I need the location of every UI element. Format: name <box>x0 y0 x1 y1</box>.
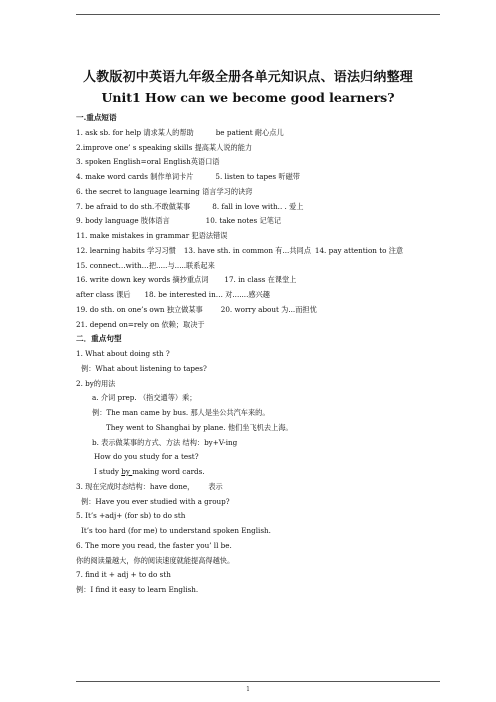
phrase-item: be patient 耐心点儿 <box>215 127 284 137</box>
example-line: 例：The man came by bus. 那人是坐公共汽车来的。 <box>92 408 270 417</box>
unit-title: Unit1 How can we become good learners? <box>101 90 395 105</box>
phrase-line <box>76 126 456 141</box>
example-text: I study <box>94 467 122 476</box>
phrase-item: 5. listen to tapes 听磁带 <box>215 172 300 181</box>
phrase-line: 6. the secret to language learning 语言学习的诀窍 <box>76 186 253 196</box>
document-body <box>76 111 456 598</box>
phrase-item: 4. make word cards 制作单词卡片 <box>76 172 194 181</box>
phrase-item: after class 课后 <box>76 290 131 299</box>
sentence-text: 3. 现在完成时态结构：have done， <box>76 481 195 491</box>
phrase-item: 17. in class 在课堂上 <box>224 275 297 285</box>
footer-rule <box>76 681 440 682</box>
translation-line: 你的阅读量越大，你的阅读速度就能提高得越快。 <box>76 555 235 565</box>
phrase-item: 18. be interested in… 对.......感兴趣 <box>144 290 270 299</box>
phrase-item: 13. have sth. in common 有...共同点 <box>183 245 311 255</box>
sentence-line: b. 表示做某事的方式、方法 结构：by+V-ing <box>92 437 238 447</box>
sentence-line: a. 介词 prep. （指交通等）乘； <box>92 393 197 403</box>
example-line: 例：I find it easy to learn English. <box>76 585 199 594</box>
sentence-line: 5. It’s +adj+ (for sb) to do sth <box>76 511 186 521</box>
phrase-line: 11. make mistakes in grammar 犯语法错误 <box>76 231 228 240</box>
sentence-line: 1. What about doing sth ? <box>76 349 170 358</box>
phrase-item: 14. pay attention to 注意 <box>314 245 404 255</box>
phrase-line: 15. connect…with…把.....与.....联系起来 <box>76 260 215 270</box>
underlined-text: by <box>121 467 133 476</box>
phrase-line: 2.improve one’ s speaking skills 提高某人说的能力 <box>76 142 253 152</box>
phrase-line <box>76 303 456 318</box>
phrase-line <box>76 170 456 185</box>
section-heading-phrases: 一.重点短语 <box>76 113 117 122</box>
sentence-line <box>76 480 456 495</box>
page-number: 1 <box>246 686 250 693</box>
phrase-item: 12. learning habits 学习习惯 <box>76 245 176 255</box>
sentence-line: 2. by的用法 <box>76 378 116 388</box>
phrase-item: 19. do sth. on one’s own 独立做某事 <box>76 304 203 314</box>
phrase-item: 20. worry about 为...而担忧 <box>220 304 317 314</box>
phrase-line <box>76 200 456 215</box>
sentence-line: 7. find it + adj + to do sth <box>76 570 171 580</box>
example-line: They went to Shanghai by plane. 他们坐飞机去上海。 <box>106 422 293 432</box>
example-line: It’s too hard (for me) to understand spoken English. <box>81 526 271 535</box>
example-line: How do you study for a test? <box>94 452 199 462</box>
phrase-item: 7. be afraid to do sth.不敢做某事 <box>76 201 191 211</box>
section-heading-sentences: 二．重点句型 <box>76 334 122 344</box>
phrase-line <box>76 288 456 303</box>
document-title: 人教版初中英语九年级全册各单元知识点、语法归纳整理 <box>82 70 413 85</box>
example-line: 例：Have you ever studied with a group? <box>81 496 230 506</box>
phrase-item: 1. ask sb. for help 请求某人的帮助 <box>76 127 194 137</box>
phrase-line <box>76 273 456 288</box>
sentence-text: 表示 <box>208 481 223 491</box>
header-rule <box>76 14 440 15</box>
example-line <box>76 465 456 480</box>
phrase-item: 8. fall in love with.. . 爱上 <box>212 201 304 211</box>
phrase-line: 21. depend on=rely on 依赖；取决于 <box>76 319 205 329</box>
phrase-item: 16. write down key words 摘抄重点词 <box>76 275 209 285</box>
example-line: 例：What about listening to tapes? <box>81 363 207 373</box>
sentence-line: 6. The more you read, the faster you’ ll be. <box>76 540 232 550</box>
phrase-line <box>76 244 456 259</box>
phrase-line <box>76 214 456 229</box>
example-text: making word cards. <box>132 467 205 476</box>
phrase-line: 3. spoken English=oral English英语口语 <box>76 157 220 167</box>
phrase-item: 9. body language 肢体语言 <box>76 216 170 226</box>
phrase-item: 10. take notes 记笔记 <box>205 216 282 226</box>
